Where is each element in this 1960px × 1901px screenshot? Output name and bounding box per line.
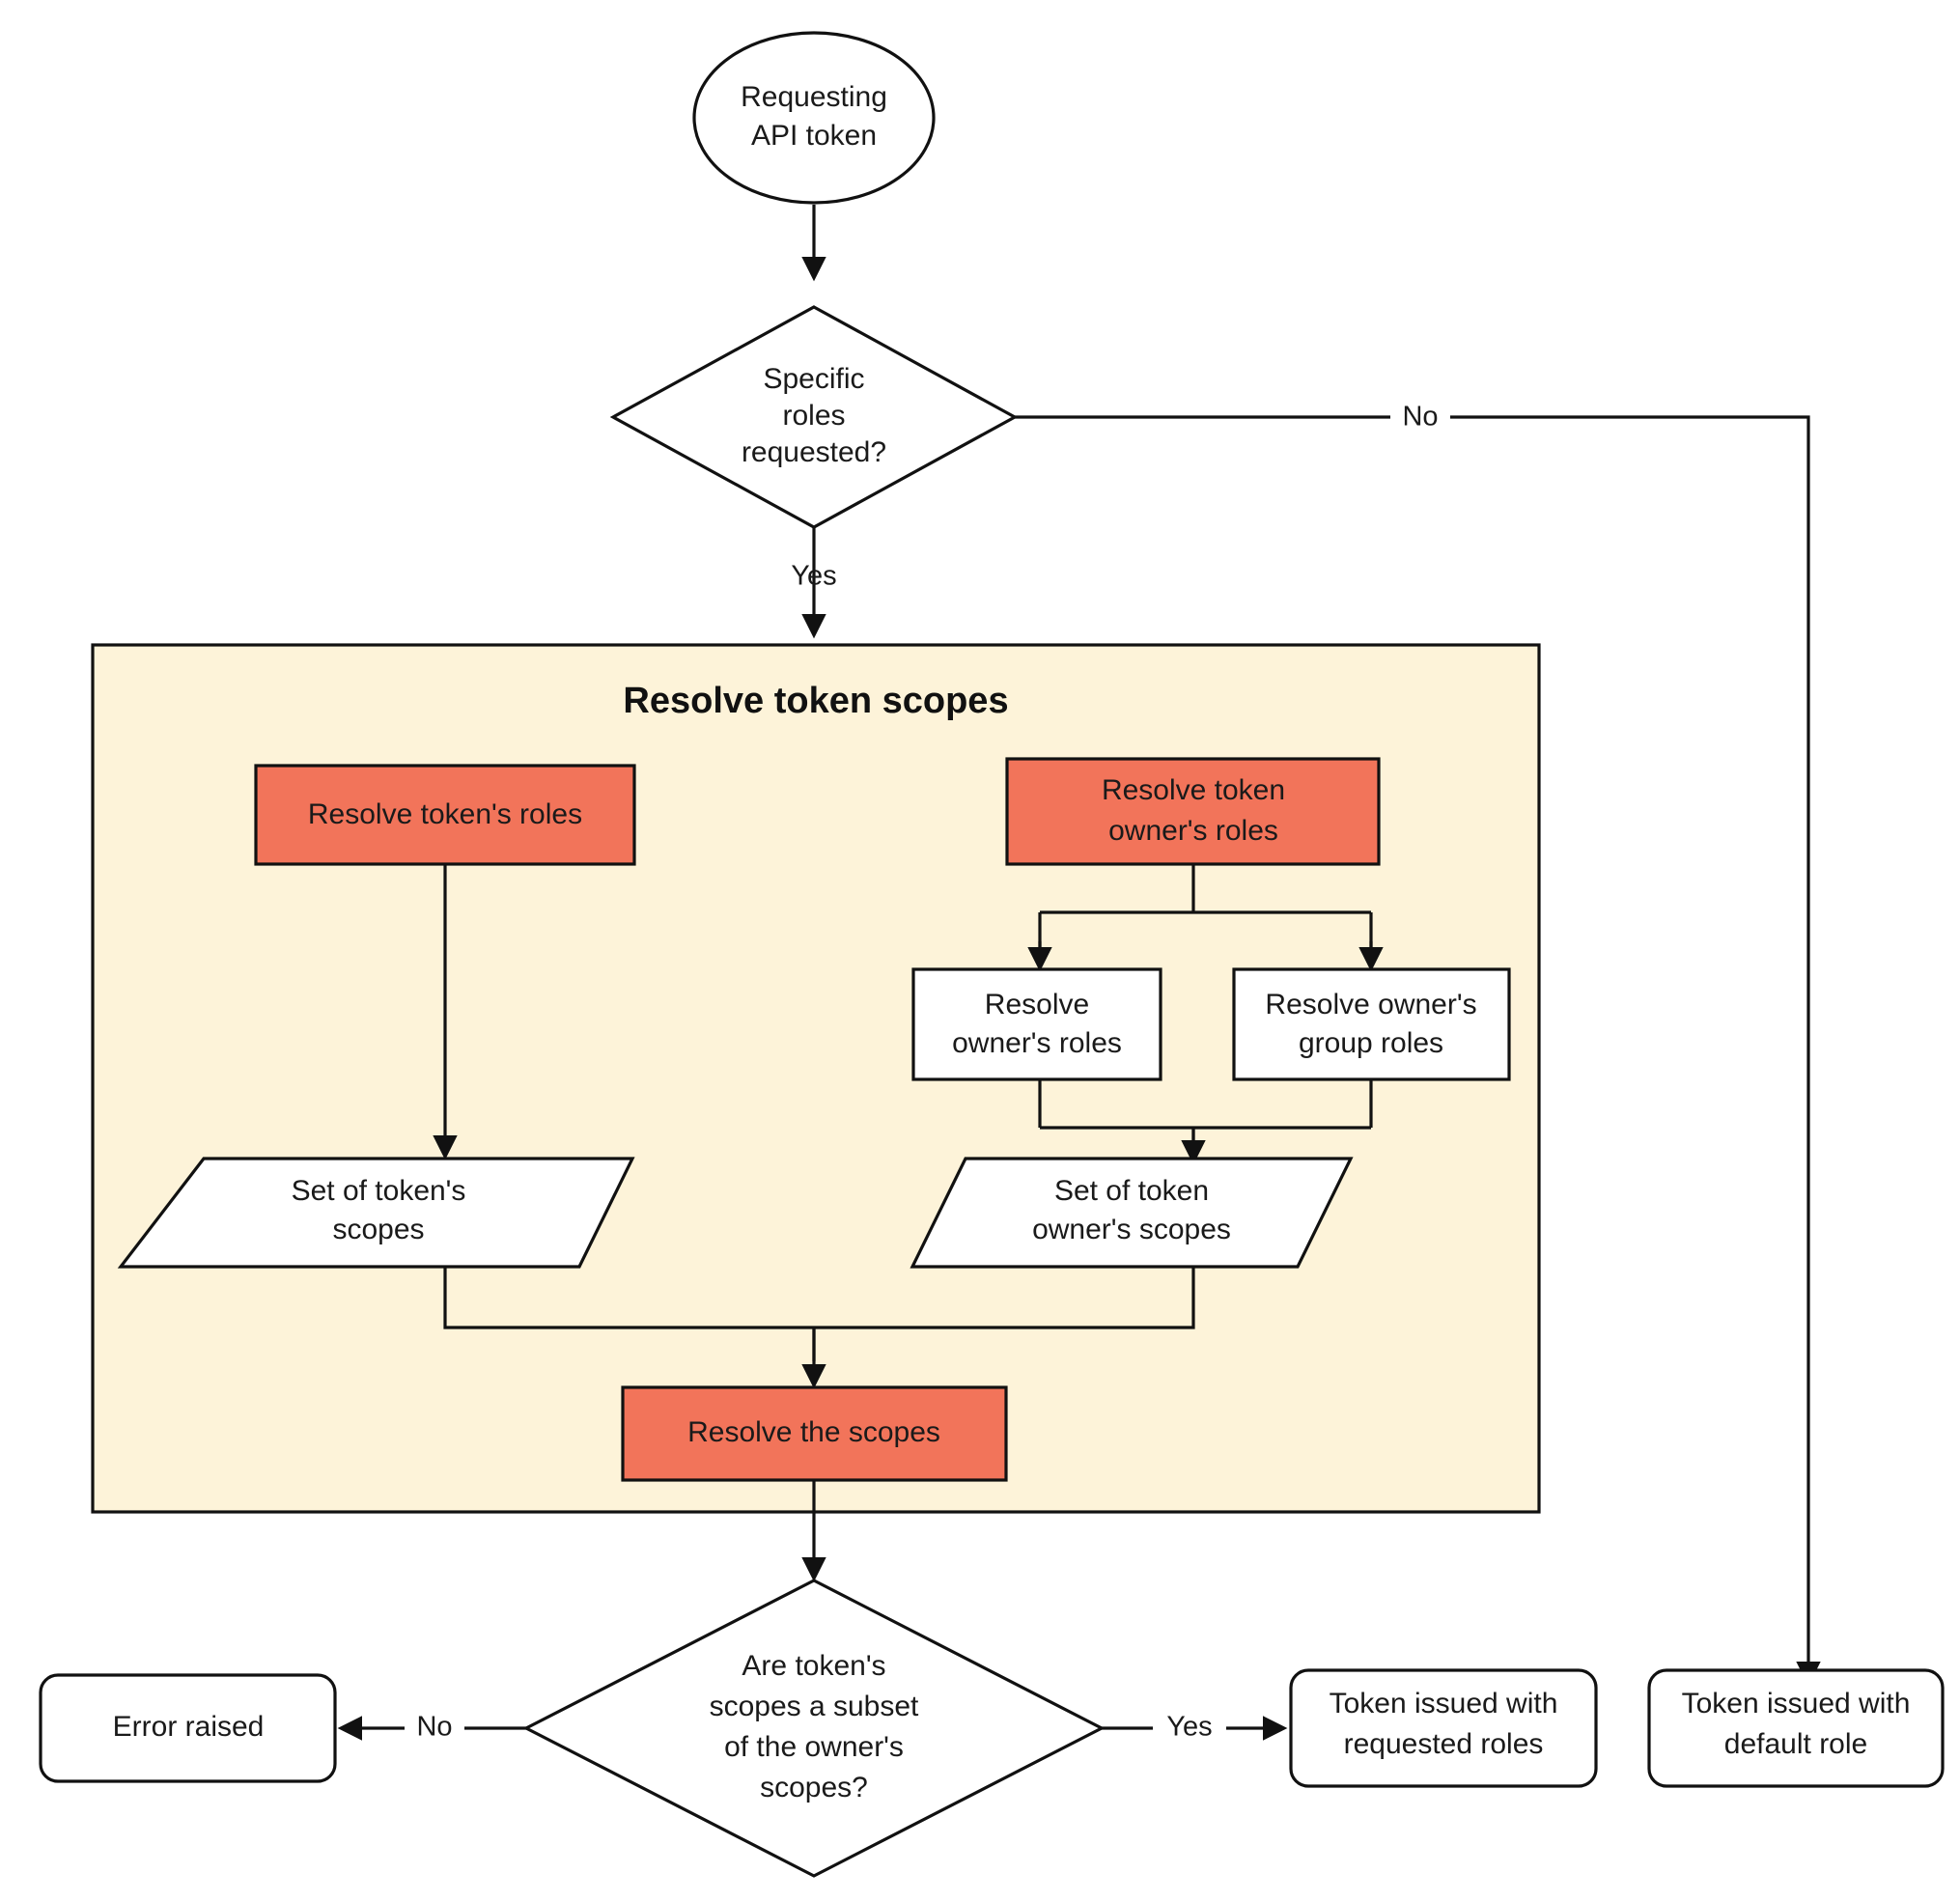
group-title: Resolve token scopes [623, 681, 1009, 722]
node-token-default-role-label-2: default role [1723, 1727, 1868, 1760]
node-token-requested-roles-label-2: requested roles [1343, 1727, 1544, 1760]
node-decision-subset-label-3: of the owner's [724, 1730, 904, 1763]
node-resolve-token-owner-roles-label-1: Resolve token [1101, 773, 1286, 806]
node-decision-subset-label-4: scopes? [760, 1771, 868, 1803]
node-resolve-token-roles-label: Resolve token's roles [307, 797, 583, 830]
node-resolve-owners-roles-label-1: Resolve [984, 988, 1090, 1020]
node-start[interactable] [694, 33, 934, 203]
node-token-requested-roles-label-1: Token issued with [1329, 1687, 1558, 1719]
node-decision-label-3: requested? [741, 435, 887, 468]
edge-label-subset-no: No [416, 1711, 453, 1743]
edge-label-subset-yes: Yes [1166, 1711, 1213, 1743]
node-decision-label-1: Specific [763, 362, 865, 395]
node-resolve-token-owner-roles-label-2: owner's roles [1108, 814, 1278, 847]
edge-label-yes-specific-roles: Yes [791, 560, 837, 592]
node-set-owner-scopes-label-2: owner's scopes [1032, 1213, 1231, 1245]
node-decision-subset-label-1: Are token's [742, 1649, 886, 1682]
node-resolve-owners-roles-label-2: owner's roles [952, 1026, 1122, 1059]
node-set-owner-scopes-label-1: Set of token [1053, 1174, 1210, 1207]
node-start-label-2: API token [750, 119, 878, 152]
node-decision-subset[interactable] [526, 1580, 1102, 1876]
node-decision-label-2: roles [782, 399, 846, 432]
node-resolve-owner-group-roles-label-1: Resolve owner's [1265, 988, 1477, 1020]
node-resolve-the-scopes-label: Resolve the scopes [687, 1415, 940, 1448]
edge-label-no-specific-roles: No [1402, 401, 1439, 433]
node-start-label-1: Requesting [741, 80, 887, 113]
node-resolve-owners-roles[interactable] [913, 969, 1161, 1079]
node-set-token-scopes-label-2: scopes [332, 1213, 425, 1245]
node-resolve-owner-group-roles[interactable] [1234, 969, 1509, 1079]
node-decision-subset-label-2: scopes a subset [709, 1690, 919, 1722]
node-resolve-owner-group-roles-label-2: group roles [1298, 1026, 1444, 1059]
node-token-default-role-label-1: Token issued with [1681, 1687, 1911, 1719]
node-set-token-scopes-label-1: Set of token's [291, 1174, 466, 1207]
node-error-raised-label: Error raised [112, 1710, 265, 1743]
